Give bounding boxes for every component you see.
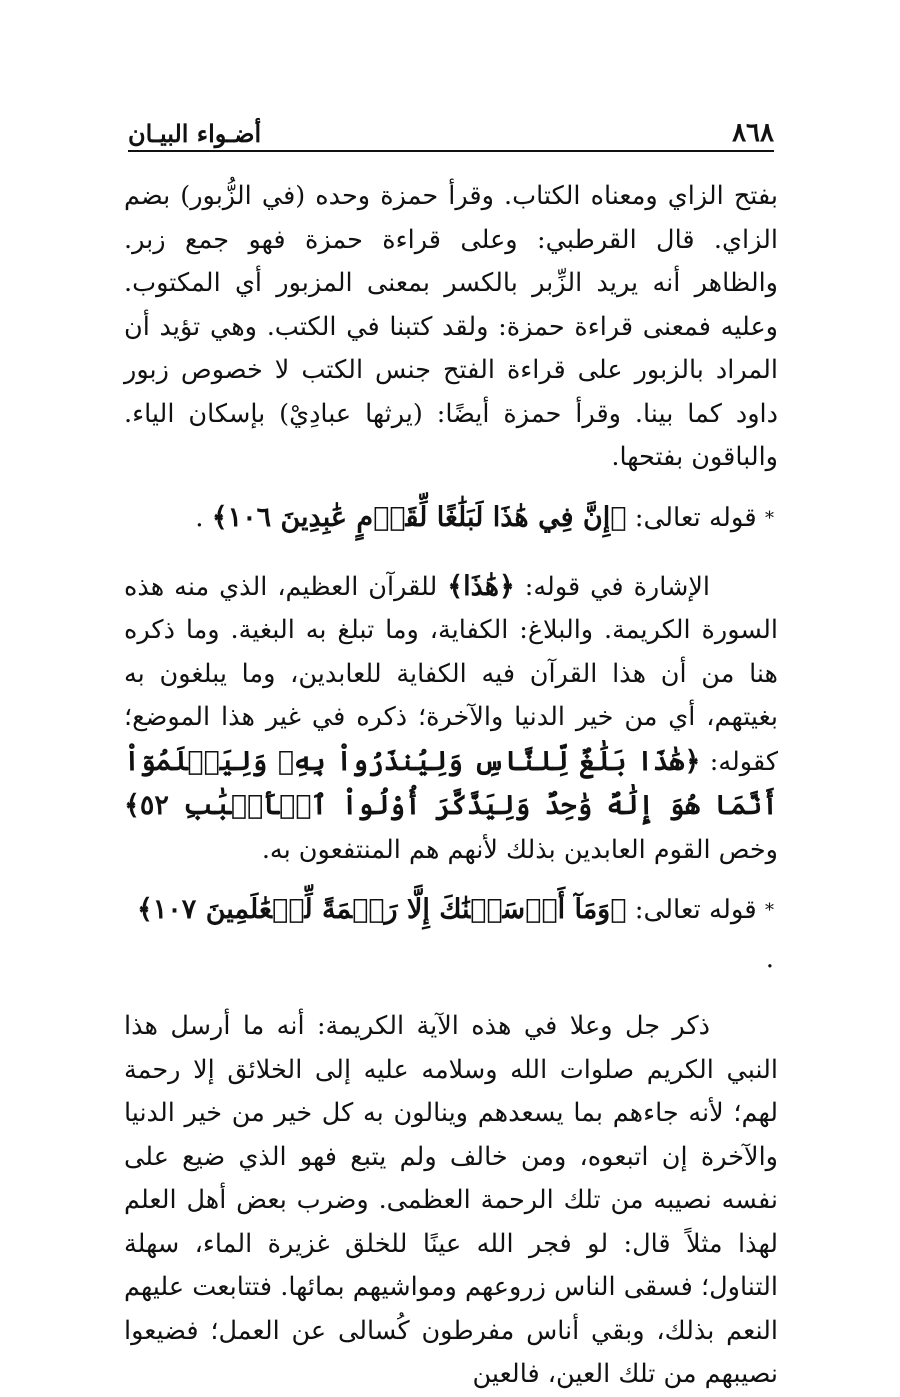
book-title: أضـواء البيـان — [128, 119, 262, 148]
paragraph-3: ذكر جل وعلا في هذه الآية الكريمة: أنه ما أرسل هذا النبي الكريم صلوات الله وسلامه عليه إلى الخلائق إلا رحمة لهم؛ لأنه جاءهم بما يسعدهم وينالون به كل خير من خير الدنيا والآخرة إن اتبعوه، ومن خالف ولم يتبع فهو الذي ضيع على نفسه نصيبه من تلك الرحمة العظمى. وضرب بعض أهل العلم لهذا مثلاً قال: لو فجر الله عينًا للخلق غزيرة الماء، سهلة التناول؛ فسقى الناس زروعهم ومواشيهم بمائها. فتتابعت عليهم النعم بذلك، وبقي أناس مفرطون كُسالى عن العمل؛ فضيعوا نصيبهم من تلك العين، فالعين — [124, 1011, 778, 1389]
star-marker: * — [765, 900, 774, 921]
star-marker: * — [765, 507, 774, 529]
paragraph-1: بفتح الزاي ومعناه الكتاب. وقرأ حمزة وحده (في الزُّبور) بضم الزاي. قال القرطبي: وعلى قراءة حمزة فهو جمع زبر. والظاهر أنه يريد الزِّبر بالكسر بمعنى المزبور أي المكتوب. وعليه فمعنى قراءة حمزة: ولقد كتبنا في الكتب. وهي تؤيد أن المراد بالزبور على قراءة الفتح جنس الكتب لا خصوص زبور داود كما بينا. وقرأ حمزة أيضًا: (يرثها عبادِيْ) بإسكان الياء. والباقون بفتحها. — [124, 181, 778, 472]
p2-part-1: الإشارة في قوله: — [524, 571, 711, 602]
heading-prefix: قوله تعالى: — [634, 502, 757, 533]
p2-part-3: وخص القوم العابدين بذلك لأنهم هم المنتفعون به. — [261, 834, 778, 865]
quran-verse: ﴿إِنَّ فِي هَٰذَا لَبَلَٰغًا لِّقَوۡمٍ عَٰبِدِينَ ١٠٦﴾ — [211, 501, 627, 533]
heading-prefix: قوله تعالى: — [634, 895, 757, 925]
page-number: ٨٦٨ — [732, 118, 774, 148]
paragraph-2 — [124, 565, 778, 873]
p2-part-2: للقرآن العظيم، الذي منه هذه السورة الكريمة. والبلاغ: الكفاية، وما تبلغ به البغية. وما ذكره هنا من أن هذا القرآن فيه الكفاية للعابدين، وما يبلغون به بغيتهم، أي من خير الدنيا والآخرة؛ ذكره في غير هذا الموضع؛ كقوله: — [124, 571, 778, 777]
quran-verse: ﴿وَمَآ أَرۡسَلۡنَٰكَ إِلَّا رَحۡمَةً لِّلۡعَٰلَمِينَ ١٠٧﴾ — [136, 894, 627, 925]
page-body — [124, 175, 778, 1397]
verse-heading-107 — [124, 886, 778, 983]
quran-quote-1: ﴿هَٰذَا﴾ — [447, 570, 515, 602]
quran-quote-2: ﴿هَٰذَا بَلَٰغٌ لِّلنَّاسِ وَلِيُنذَرُواْ بِهِۦ وَلِيَعۡلَمُوٓاْ أَنَّمَا هُوَ إِلَٰهٌ وَٰحِدٌ وَلِيَذَّكَّرَ أُوْلُواْ ٱلۡأَلۡبَٰبِ ٥٢﴾ — [124, 745, 778, 821]
page-header — [128, 108, 774, 152]
heading-suffix: . — [195, 502, 204, 533]
heading-suffix: . — [765, 944, 774, 974]
verse-heading-106 — [124, 494, 778, 543]
